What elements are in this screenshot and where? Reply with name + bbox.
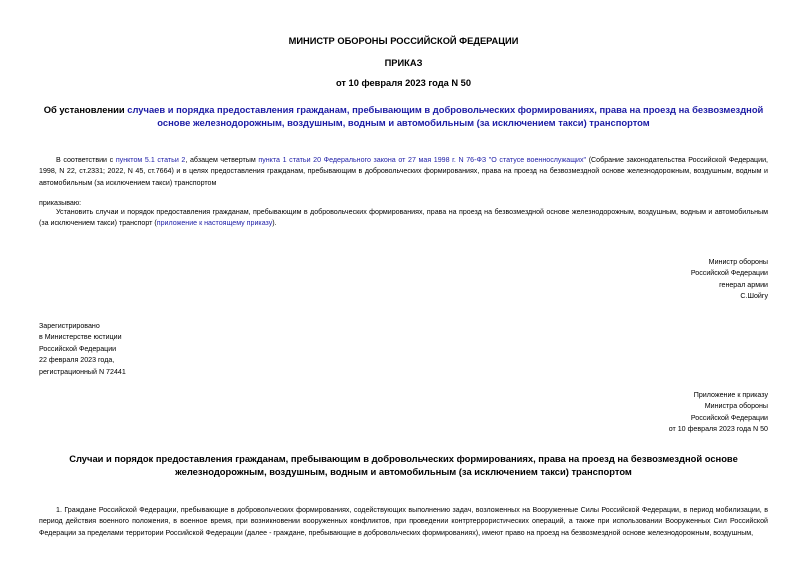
annex-block [548, 390, 768, 436]
document-title-prefix: Об установлении [43, 104, 128, 115]
signature-line: генерал армии [719, 280, 768, 289]
registration-number: регистрационный N 72441 [39, 367, 126, 376]
intro-paragraph [39, 155, 768, 189]
registration-line: Российской Федерации [39, 344, 117, 353]
signature-name: С.Шойгу [740, 292, 768, 301]
link-point-5-1-article-2[interactable]: пунктом 5.1 статьи 2 [115, 156, 186, 164]
document-title-link[interactable]: случаев и порядка предоставления гражданам, пребывающим в добровольческих формированиях, права на проезд на безвозмездной основе железнодорожным, воздушным, водным и автомобильным (за исключением такси) транспортом [127, 104, 764, 128]
signature-line: Российской Федерации [690, 269, 768, 278]
annex-title: Случаи и порядок предоставления гражданам, пребывающим в добровольческих формированиях, права на проезд на безвозмездной основе железнодорожным, воздушным, водным и автомобильным (за исключением такси) транспортом [69, 453, 738, 477]
link-federal-law-76[interactable]: пункта 1 статьи 20 Федерального закона от 27 мая 1998 г. N 76-ФЗ "О статусе военнослужащих" [258, 156, 587, 164]
establish-text-1: Установить случаи и порядок предоставления гражданам, пребывающим в добровольческих формированиях, права на проезд на безвозмездной основе железнодорожным, воздушным, водным и автомобильным (за исключением такси) транспорт ( [39, 208, 768, 228]
signature-line: Министр обороны [708, 258, 768, 266]
annex-line: от 10 февраля 2023 года N 50 [668, 425, 768, 434]
minister-heading: МИНИСТР ОБОРОНЫ РОССИЙСКОЙ ФЕДЕРАЦИИ [288, 36, 519, 46]
annex-line: Министра обороны [704, 402, 768, 411]
annex-line: Приложение к приказу [693, 391, 768, 399]
intro-text-1: В соответствии с [56, 156, 116, 164]
order-date-number: от 10 февраля 2023 года N 50 [335, 78, 472, 88]
signature-block [548, 257, 768, 303]
order-heading: ПРИКАЗ [384, 58, 423, 68]
annex-line: Российской Федерации [690, 413, 768, 422]
registration-line: Зарегистрировано [39, 322, 100, 330]
registration-line: в Министерстве юстиции [39, 333, 122, 342]
intro-text-2: , абзацем четвертым [185, 156, 259, 164]
link-annex[interactable]: приложение к настоящему приказу [156, 219, 273, 228]
registration-block [39, 321, 239, 378]
registration-line: 22 февраля 2023 года, [39, 356, 115, 365]
establish-text-2: ). [272, 219, 277, 228]
clause-1-paragraph: 1. Граждане Российской Федерации, пребывающие в добровольческих формированиях, содействующих выполнению задач, возложенных на Вооруженные Силы Российской Федерации, в период мобилизации, в период действия военного положения, в военное время, при возникновении вооруженных конфликтов, при проведении контртеррористических операций, а также при использовании Вооруженных Сил Российской Федерации за пределами территории Российской Федерации (далее - граждане, пребывающие в добровольческих формированиях), имеют право на проезд на безвозмездной основе железнодорожным, воздушным, [39, 506, 768, 537]
intro-text-3: (Собрание законодательства Российской Федерации, 1998, N 22, ст.2331; 2022, N 45, ст.7664) и в целях предоставления гражданам, пребывающим в добровольческих формированиях, права на проезд на безвозмездной основе железнодорожным, воздушным, водным и автомобильным (за исключением такси) транспортом [39, 156, 768, 187]
order-word: приказываю: [39, 199, 82, 207]
document-title [30, 103, 777, 129]
establish-paragraph [39, 207, 768, 230]
